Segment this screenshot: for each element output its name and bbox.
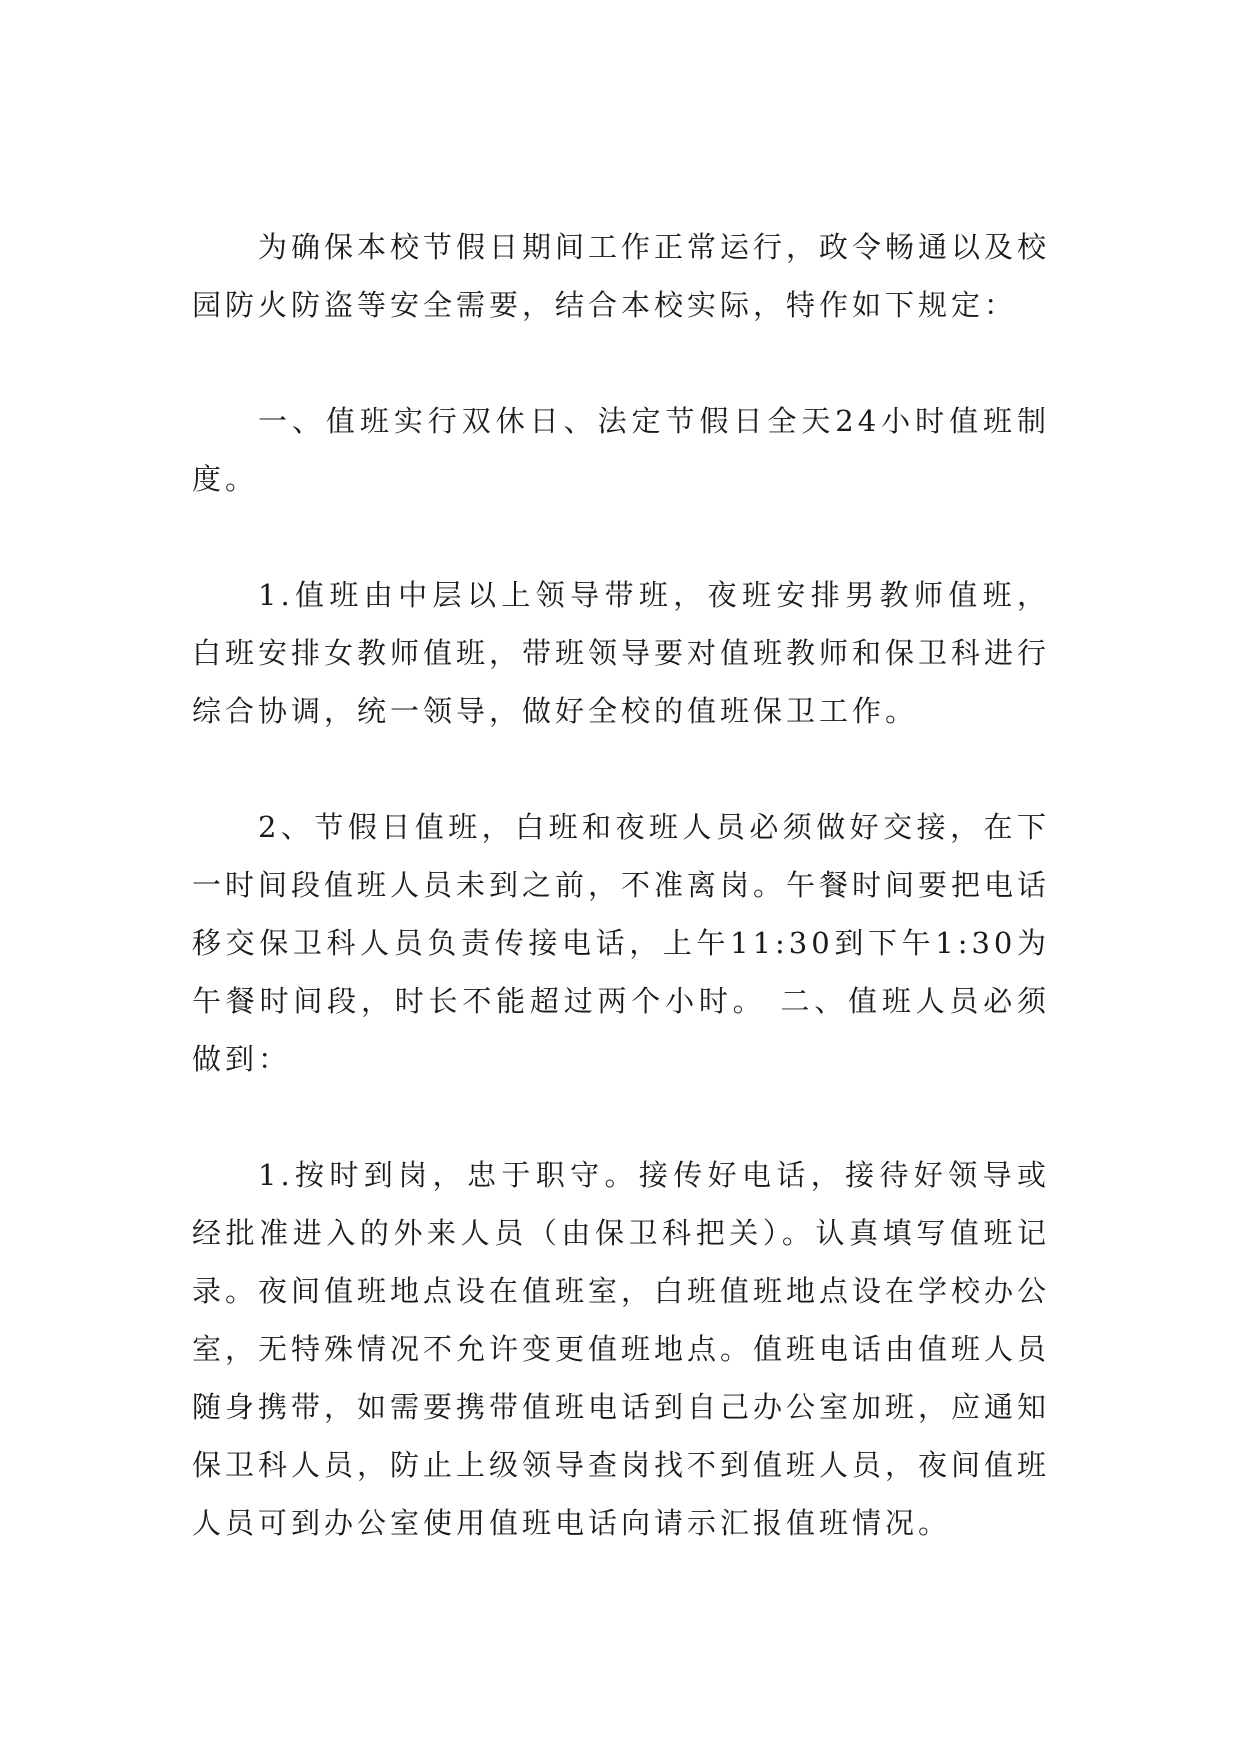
paragraph-intro: 为确保本校节假日期间工作正常运行，政令畅通以及校园防火防盗等安全需要，结合本校实际，特作如下规定： xyxy=(192,230,1051,322)
paragraph-item-1-1: 1.值班由中层以上领导带班，夜班安排男教师值班，白班安排女教师值班，带班领导要对值班教师和保卫科进行综合协调，统一领导，做好全校的值班保卫工作。 xyxy=(192,578,1051,728)
paragraph-item-2-1: 1.按时到岗，忠于职守。接传好电话，接待好领导或经批准进入的外来人员（由保卫科把关）。认真填写值班记录。夜间值班地点设在值班室，白班值班地点设在学校办公室，无特殊情况不允许变更值班地点。值班电话由值班人员随身携带，如需要携带值班电话到自己办公室加班，应通知保卫科人员，防止上级领导查岗找不到值班人员，夜间值班人员可到办公室使用值班电话向请示汇报值班情况。 xyxy=(192,1158,1051,1540)
document-body xyxy=(192,218,1050,1552)
paragraph-section-1: 一、值班实行双休日、法定节假日全天24小时值班制度。 xyxy=(192,404,1050,496)
paragraph-item-1-2: 2、节假日值班，白班和夜班人员必须做好交接，在下一时间段值班人员未到之前，不准离岗。午餐时间要把电话移交保卫科人员负责传接电话，上午11:30到下午1:30为午餐时间段，时长不能超过两个小时。 二、值班人员必须做到： xyxy=(192,810,1051,1076)
